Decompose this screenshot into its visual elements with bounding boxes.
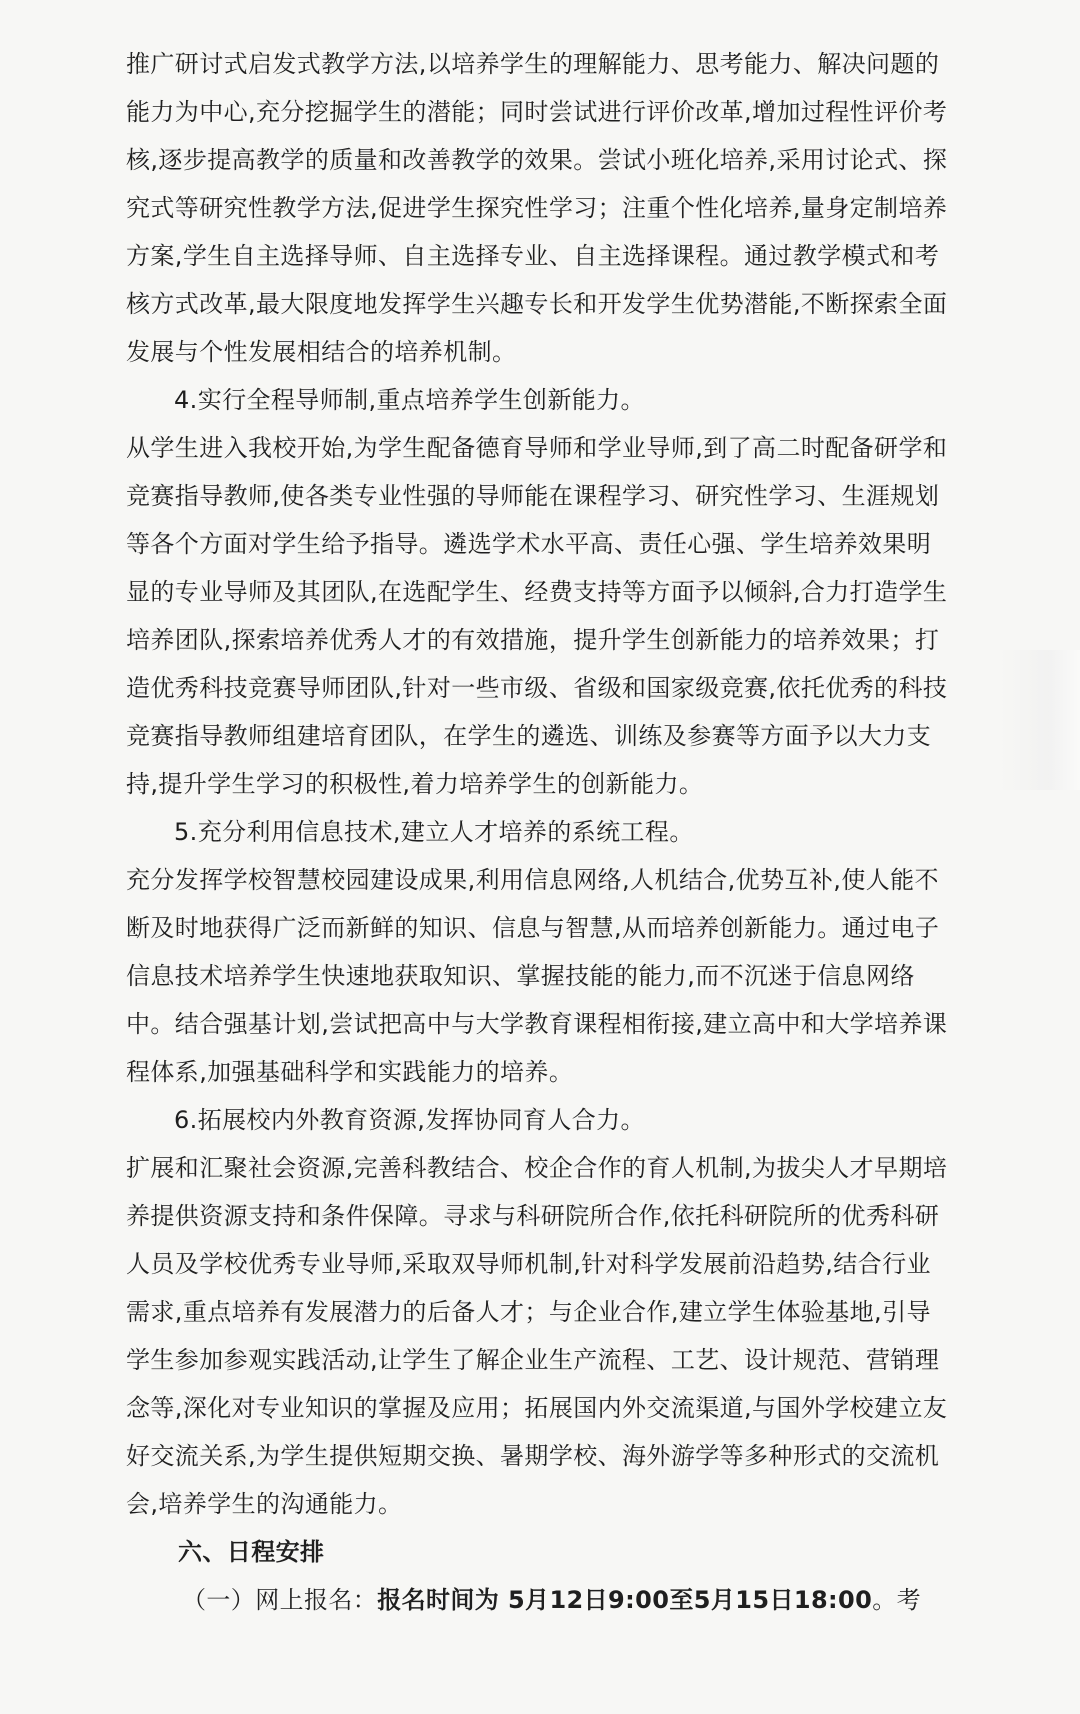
paragraph-5: 充分发挥学校智慧校园建设成果,利用信息网络,人机结合,优势互补,使人能不断及时地获得广泛而新鲜的知识、信息与智慧,从而培养创新能力。通过电子信息技术培养学生快速地获取知识、掌握技能的能力,而不沉迷于信息网络中。结合强基计划,尝试把高中与大学教育课程相衔接,建立高中和大学培养课程体系,加强基础科学和实践能力的培养。 <box>126 866 948 1086</box>
heading-5: 5.充分利用信息技术,建立人才培养的系统工程。 <box>174 818 694 846</box>
paragraph-4: 从学生进入我校开始,为学生配备德育导师和学业导师,到了高二时配备研学和竞赛指导教师,使各类专业性强的导师能在课程学习、研究性学习、生涯规划等各个方面对学生给予指导。遴选学术水平高、责任心强、学生培养效果明显的专业导师及其团队,在选配学生、经费支持等方面予以倾斜,合力打造学生培养团队,探索培养优秀人才的有效措施，提升学生创新能力的培养效果；打造优秀科技竞赛导师团队,针对一些市级、省级和国家级竞赛,依托优秀的科技竞赛指导教师组建培育团队，在学生的遴选、训练及参赛等方面予以大力支持,提升学生学习的积极性,着力培养学生的创新能力。 <box>126 434 948 798</box>
heading-6: 6.拓展校内外教育资源,发挥协同育人合力。 <box>174 1106 645 1134</box>
schedule-item-time: 报名时间为 5月12日9:00至5月15日18:00 <box>377 1586 873 1614</box>
heading-4: 4.实行全程导师制,重点培养学生创新能力。 <box>174 386 645 414</box>
paragraph-intro: 推广研讨式启发式教学方法,以培养学生的理解能力、思考能力、解决问题的能力为中心,充分挖掘学生的潜能；同时尝试进行评价改革,增加过程性评价考核,逐步提高教学的质量和改善教学的效果。尝试小班化培养,采用讨论式、探究式等研究性教学方法,促进学生探究性学习；注重个性化培养,量身定制培养方案,学生自主选择导师、自主选择专业、自主选择课程。通过教学模式和考核方式改革,最大限度地发挥学生兴趣专长和开发学生优势潜能,不断探索全面发展与个性发展相结合的培养机制。 <box>126 50 948 366</box>
schedule-item <box>126 1576 952 1624</box>
schedule-item-suffix: 。考 <box>872 1586 922 1614</box>
schedule-item-prefix: （一）网上报名： <box>182 1586 378 1614</box>
paragraph-6: 扩展和汇聚社会资源,完善科教结合、校企合作的育人机制,为拔尖人才早期培养提供资源支持和条件保障。寻求与科研院所合作,依托科研院所的优秀科研人员及学校优秀专业导师,采取双导师机制,针对科学发展前沿趋势,结合行业需求,重点培养有发展潜力的后备人才；与企业合作,建立学生体验基地,引导学生参加参观实践活动,让学生了解企业生产流程、工艺、设计规范、营销理念等,深化对专业知识的掌握及应用；拓展国内外交流渠道,与国外学校建立友好交流关系,为学生提供短期交换、暑期学校、海外游学等多种形式的交流机会,培养学生的沟通能力。 <box>126 1154 948 1518</box>
section-6-title: 六、日程安排 <box>178 1538 325 1566</box>
